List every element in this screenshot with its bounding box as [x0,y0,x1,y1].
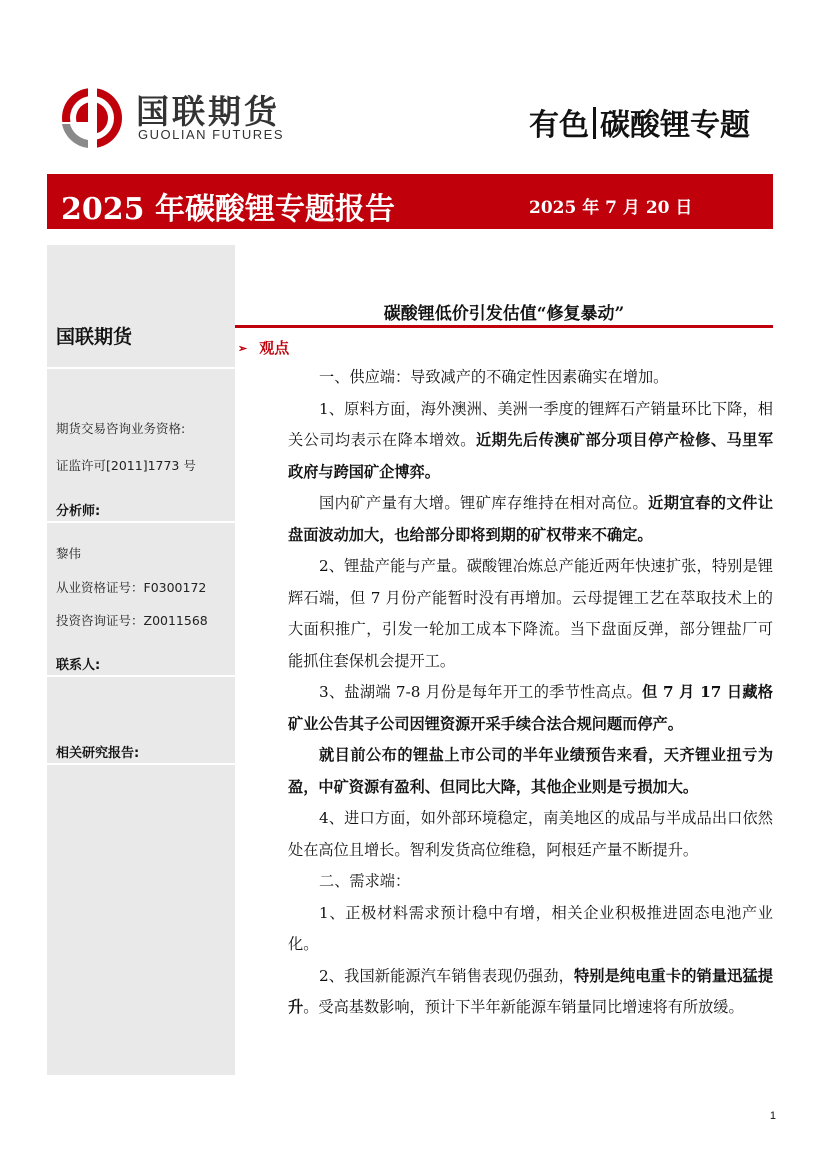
sidebar-divider [47,763,235,765]
sidebar-divider [47,367,235,369]
article-title: 碳酸锂低价引发估值“修复暴动” [383,304,625,324]
paragraph [288,740,773,803]
title-banner [47,174,773,229]
analyst-heading: 分析师: [56,504,101,519]
report-title: 2025 年碳酸锂专题报告 [61,192,395,227]
qualification-label: 期货交易咨询业务资格: [56,421,186,436]
company-logo [58,82,318,152]
paragraph [288,866,773,898]
section-label: 观点 [259,339,290,357]
advisory-certificate: 投资咨询证号：Z0011568 [56,613,208,628]
topic-subject: 碳酸锂专题 [600,108,750,143]
topic-divider [593,107,596,139]
paragraph [288,488,773,551]
info-sidebar [47,245,235,1075]
paragraph-text: 4、进口方面，如外部环境稳定，南美地区的成品与半成品出口依然处在高位且增长。智利发货高位维稳，阿根廷产量不断提升。 [288,809,773,859]
paragraph [288,362,773,394]
emphasis-text: 但 7 月 17 日藏格矿业公告其子公司因锂资源开采手续合法合规问题而停产。 [288,683,773,733]
contact-heading: 联系人: [56,658,101,673]
section-heading [238,337,289,358]
paragraph-text: 一、供应端：导致减产的不确定性因素确实在增加。 [319,368,669,386]
paragraph-text: 2、锂盐产能与产量。碳酸锂冶炼总产能近两年快速扩张，特别是锂辉石端，但 7 月份产能暂时没有再增加。云母提锂工艺在萃取技术上的大面积推广，引发一轮加工成本下降流。当下盘面反弹，部分锂盐厂可能抓住套保机会提开工。 [288,557,773,670]
license-number: 证监许可[2011]1773 号 [56,458,196,473]
practice-certificate: 从业资格证号：F0300172 [56,580,207,595]
arrow-bullet-icon: ➢ [238,342,248,355]
article-body [288,362,773,1024]
emphasis-text: 特别是纯电重卡的销量迅猛提升 [288,966,774,1016]
paragraph-text: 国内矿产量有大增。锂矿库存维持在相对高位。 [319,494,649,512]
paragraph-text: 1、原料方面，海外澳洲、美洲一季度的锂辉石产销量环比下降，相关公司均表示在降本增效。 [288,399,773,449]
paragraph [288,551,773,677]
paragraph-text: 。受高基数影响，预计下半年新能源车销量同比增速将有所放缓。 [303,998,744,1016]
sidebar-firm-name: 国联期货 [56,326,133,348]
paragraph [288,803,773,866]
title-underline [235,325,773,328]
guolian-logo-icon [58,84,124,150]
paragraph-text: 1、正极材料需求预计稳中有增，相关企业积极推进固态电池产业化。 [288,903,773,953]
paragraph [288,961,773,1024]
related-reports-heading: 相关研究报告: [56,746,140,761]
paragraph [288,898,773,961]
paragraph [288,394,773,489]
paragraph [288,677,773,740]
logo-chinese-name: 国联期货 [136,92,280,131]
report-date: 2025 年 7 月 20 日 [529,198,693,218]
logo-english-name: GUOLIAN FUTURES [138,127,285,142]
emphasis-text: 近期先后传澳矿部分项目停产检修、马里军政府与跨国矿企博弈。 [288,431,774,481]
analyst-name: 黎伟 [56,546,82,561]
paragraph-text: 3、盐湖端 7-8 月份是每年开工的季节性高点。 [319,683,642,701]
sidebar-divider [47,675,235,677]
report-topic [529,100,750,144]
paragraph-text: 二、需求端： [319,872,411,890]
emphasis-text: 近期宜春的文件让盘面波动加大，也给部分即将到期的矿权带来不确定。 [288,494,773,544]
emphasis-text: 就目前公布的锂盐上市公司的半年业绩预告来看，天齐锂业扭亏为盈，中矿资源有盈利、但同比大降，其他企业则是亏损加大。 [288,746,773,796]
sidebar-divider [47,521,235,523]
paragraph-text: 2、我国新能源汽车销售表现仍强劲， [319,966,574,985]
topic-category: 有色 [529,108,589,143]
page-number: 1 [769,1110,776,1122]
